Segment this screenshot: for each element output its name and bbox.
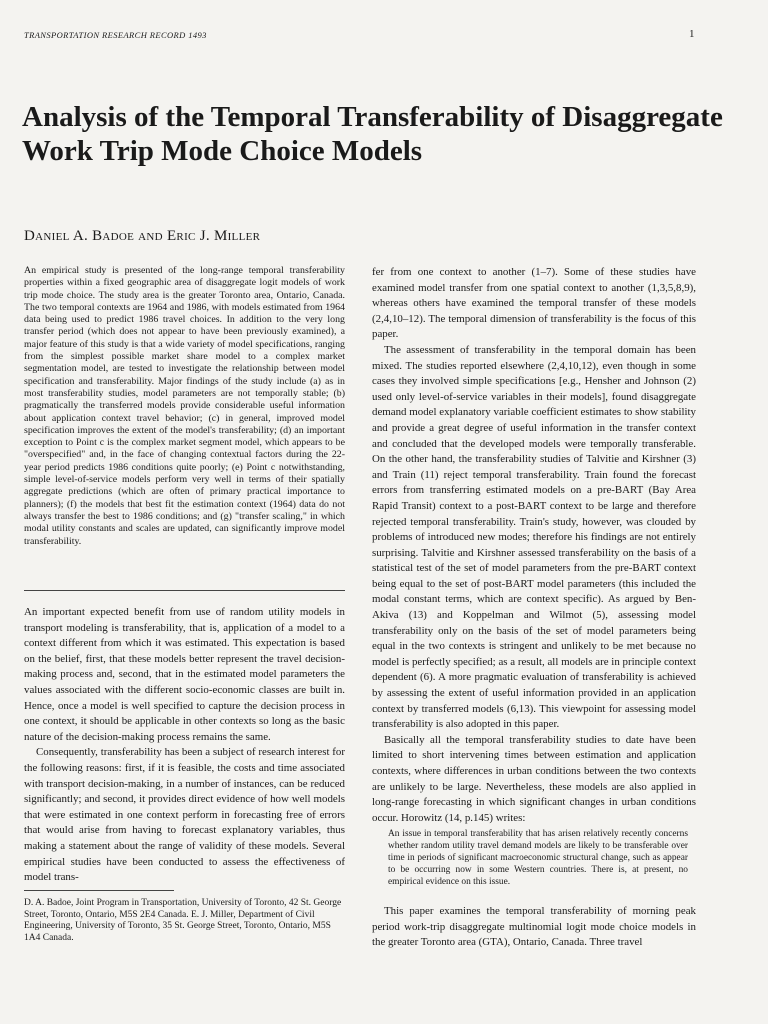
abstract: An empirical study is presented of the long-range temporal transferability properties within a fixed geographic area of disaggregate logit models of work trip mode choice. The study area is the greater Toronto area, Ontario, Canada. The two temporal contexts are 1964 and 1986, with models estimated from 1964 data being used to predict 1986 travel choices. In addition to the very long transfer period (which does not appear to have been previously examined), a major feature of this study is that a wide variety of model specifications, ranging from the simplest possible market share model to a complex market segmentation model, are tested to investigate the relationship between model specification and transferability. Major findings of the study include (a) as in most transferability studies, model parameters are not temporally stable; (b) pragmatically the transferred models provide considerable useful information about application context travel behavior; (c) in general, improved model specification improves the extent of the model's transferability; (d) an important exception to Point c is the complex market segment model, which appears to be "overspecified" and, in the face of changing contextual factors during the 22-year period predicts 1986 conditions quite poorly; (e) Point c notwithstanding, simple level-of-service models perform very well in terms of their spatially aggregate predictions (which are often of primary practical importance to planners); (f) the models that best fit the estimation context (1964) data do not always transfer the best to 1986 conditions; and (g) "transfer scaling," in which modal utility constants and scales are updated, can significantly improve model transferability.: [24, 265, 345, 547]
right-column-continuation: [372, 904, 696, 951]
block-quote: An issue in temporal transferability that has arisen relatively recently concerns whether random utility travel demand models are likely to be transferable over time in periods of significant macroeconomic structural change, such as appear to be occurring now in some Western countries. There is, at present, no empirical evidence on this issue.: [388, 829, 688, 887]
page-number: 1: [689, 28, 695, 40]
right-column-body: [372, 265, 696, 826]
body-paragraph: Basically all the temporal transferability studies to date have been limited to short intervening times between estimation and application contexts, where differences in urban conditions between the two contexts are unlikely to be large. Nevertheless, these models are also applied in long-range forecasting in which significant changes in urban conditions occur. Horowitz (14, p.145) writes:: [372, 733, 696, 824]
abstract-divider: [24, 590, 345, 591]
footnote-divider: [24, 890, 174, 891]
left-column-body: [24, 605, 345, 886]
body-paragraph: An important expected benefit from use of random utility models in transport modeling is transferability, that is, application of a model to a context different from which it was estimated. This expectation is based on the belief, first, that these models better represent the travel decision-making process and, second, that in the estimated model parameters the values associated with the different socio-economic classes are built in. Hence, once a model is well specified to capture the decision process in one context, it should be applicable in other contexts so long as the basic nature of the decision-making process remains the same.: [24, 606, 345, 743]
author-affiliation-footnote: D. A. Badoe, Joint Program in Transportation, University of Toronto, 42 St. George Street, Toronto, Ontario, M5S 2E4 Canada. E. J. Miller, Department of Civil Engineering, University of Toronto, 35 St. George Street, Toronto, Ontario, M5S 1A4 Canada.: [24, 898, 342, 943]
body-paragraph: fer from one context to another (1–7). Some of these studies have examined model transfer from one spatial context to another (1,3,5,8,9), whereas others have examined the temporal transfer of these models (2,4,10–12). The temporal dimension of transferability is the focus of this paper.: [372, 266, 696, 341]
body-paragraph: This paper examines the temporal transferability of morning peak period work-trip disaggregate multinomial logit mode choice models in the greater Toronto area (GTA), Ontario, Canada. Three travel: [372, 905, 696, 949]
body-paragraph: Consequently, transferability has been a subject of research interest for the following reasons: first, if it is feasible, the costs and time associated with transport decision-making, in a number of instances, can be reduced significantly; and second, it provides direct evidence of how well models that were estimated in one context perform in forecasting free of errors that would arise from having to forecast explanatory variables, thus making a statement about the range of validity of these models. Several empirical studies have been conducted to assess the effectiveness of model trans-: [24, 746, 345, 884]
article-title: Analysis of the Temporal Transferability of Disaggregate Work Trip Mode Choice Models: [22, 101, 723, 167]
body-paragraph: The assessment of transferability in the temporal domain has been mixed. The studies reported elsewhere (2,4,10,12), even though in some cases they involved simple specifications [e.g., Hensher and Johnson (2) used only level-of-service variables in their models], found disaggregate demand model explanatory variable coefficient estimates to show stability and provide a great degree of useful information in the transfer context and concluded that the developed models were temporally transferable. On the other hand, the transferability studies of Talvitie and Kirshner (3) and Train (11) reject temporal transferability. Train found the forecast errors from transferring estimated models on a pre-BART (Bay Area Rapid Transit) context to a post-BART context to be large and therefore rejected temporal transferability. Train's study, however, was clouded by problems of introduced new modes; therefore his findings are not entirely surprising. Talvitie and Kirshner assessed transferability on the basis of a statistical test of the set of model parameters from the pre-BART context being equal to the set of post-BART model parameters (this included the modal constant terms, which are context specific). As argued by Ben-Akiva (13) and Koppelman and Wilmot (5), assessing model transferability only on the basis of the set of model parameters being equal in the two contexts is stringent and unlikely to be met because no model is perfectly specified; as a result, all models are in principle context dependent (6). A more pragmatic evaluation of transferability is achieved by assessing the extent of useful information provided in an application context by transferred models (6,13). This viewpoint for assessing model transferability is also adopted in this paper.: [372, 343, 696, 731]
article-authors: Daniel A. Badoe and Eric J. Miller: [24, 228, 261, 244]
running-head: TRANSPORTATION RESEARCH RECORD 1493: [24, 30, 207, 40]
